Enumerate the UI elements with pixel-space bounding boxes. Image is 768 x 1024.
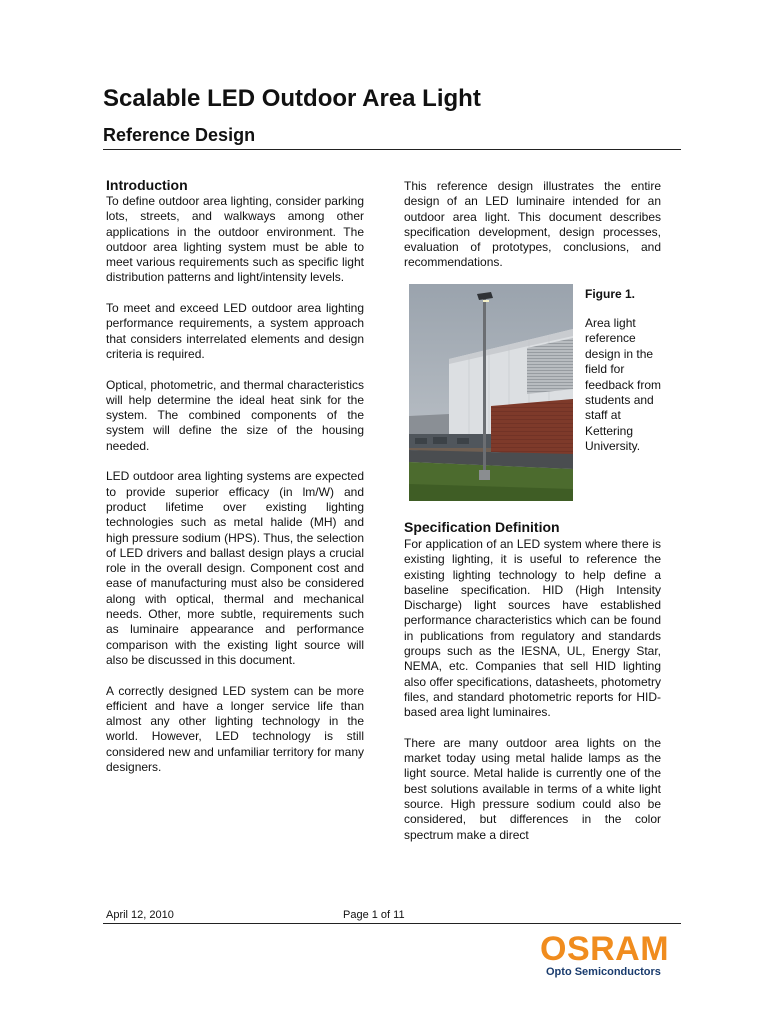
document-subtitle: Reference Design bbox=[103, 125, 256, 145]
overview-section bbox=[404, 179, 661, 271]
intro-paragraph: To meet and exceed LED outdoor area lighting performance requirements, a system approach that considers interrelated elements and design criteria is required. bbox=[106, 301, 364, 361]
footer-page-number: Page 1 of 11 bbox=[343, 909, 405, 921]
intro-paragraph: A correctly designed LED system can be more efficient and have a longer service life than almost any other lighting technology in the world. However, LED technology is still considered new and unfamiliar territory for many designers. bbox=[106, 683, 364, 774]
osram-logo-tagline: Opto Semiconductors bbox=[546, 966, 661, 978]
spec-heading: Specification Definition bbox=[404, 519, 560, 535]
intro-paragraph: To define outdoor area lighting, consider parking lots, streets, and walkways among other applications in the outdoor environment. The outdoor area lighting system must be able to meet various requirements such as specific light distribution patterns and light/intensity levels. bbox=[106, 194, 364, 285]
footer-date: April 12, 2010 bbox=[106, 909, 174, 921]
document-title: Scalable LED Outdoor Area Light bbox=[103, 85, 481, 112]
intro-paragraph: LED outdoor area lighting systems are expected to provide superior efficacy (in lm/W) and product lifetime over existing lighting technologies such as metal halide (MH) and high pressure sodium (HPS). Thus, the selection of LED drivers and ballast design plays a crucial role in the overall design. Component cost and ease of manufacturing must also be considered along with optical, thermal and mechanical needs. Other, more subtle, requirements such as luminaire appearance and performance comparison with the existing light source will also be discussed in this document. bbox=[106, 469, 364, 667]
overview-paragraph: This reference design illustrates the entire design of an LED luminaire intended for an outdoor area light. This document describes specification development, design processes, evaluation of prototypes, conclusions, and recommendations. bbox=[404, 179, 661, 270]
figure-caption: Area light reference design in the field for feedback from students and staff at Kettering University. bbox=[585, 316, 662, 454]
intro-heading: Introduction bbox=[106, 177, 188, 193]
intro-section bbox=[106, 194, 364, 775]
intro-paragraph: Optical, photometric, and thermal characteristics will help determine the ideal heat sink for the system. The combined components of the system will define the size of the housing needed. bbox=[106, 377, 364, 453]
spec-section bbox=[404, 537, 661, 843]
figure-photo bbox=[409, 284, 573, 501]
figure-label: Figure 1. bbox=[585, 287, 636, 301]
spec-paragraph: For application of an LED system where there is existing lighting, it is useful to reference the existing lighting technology to help define a baseline specification. HID (High Intensity Discharge) light sources have established performance characteristics which can be found in publications from regulatory and standards groups such as the IESNA, UL, Energy Star, NEMA, etc. Companies that sell HID lighting also offer specifications, datasheets, photometry files, and standard photometric reports for HID-based area light luminaires. bbox=[404, 537, 661, 720]
header-divider bbox=[103, 149, 681, 150]
osram-logo: OSRAM bbox=[540, 930, 670, 968]
footer-divider bbox=[103, 923, 681, 924]
spec-paragraph: There are many outdoor area lights on the market today using metal halide lamps as the light source. Metal halide is currently one of the best solutions available in terms of a white light source. High pressure sodium could also be considered, but differences in the color spectrum make a direct bbox=[404, 735, 661, 842]
